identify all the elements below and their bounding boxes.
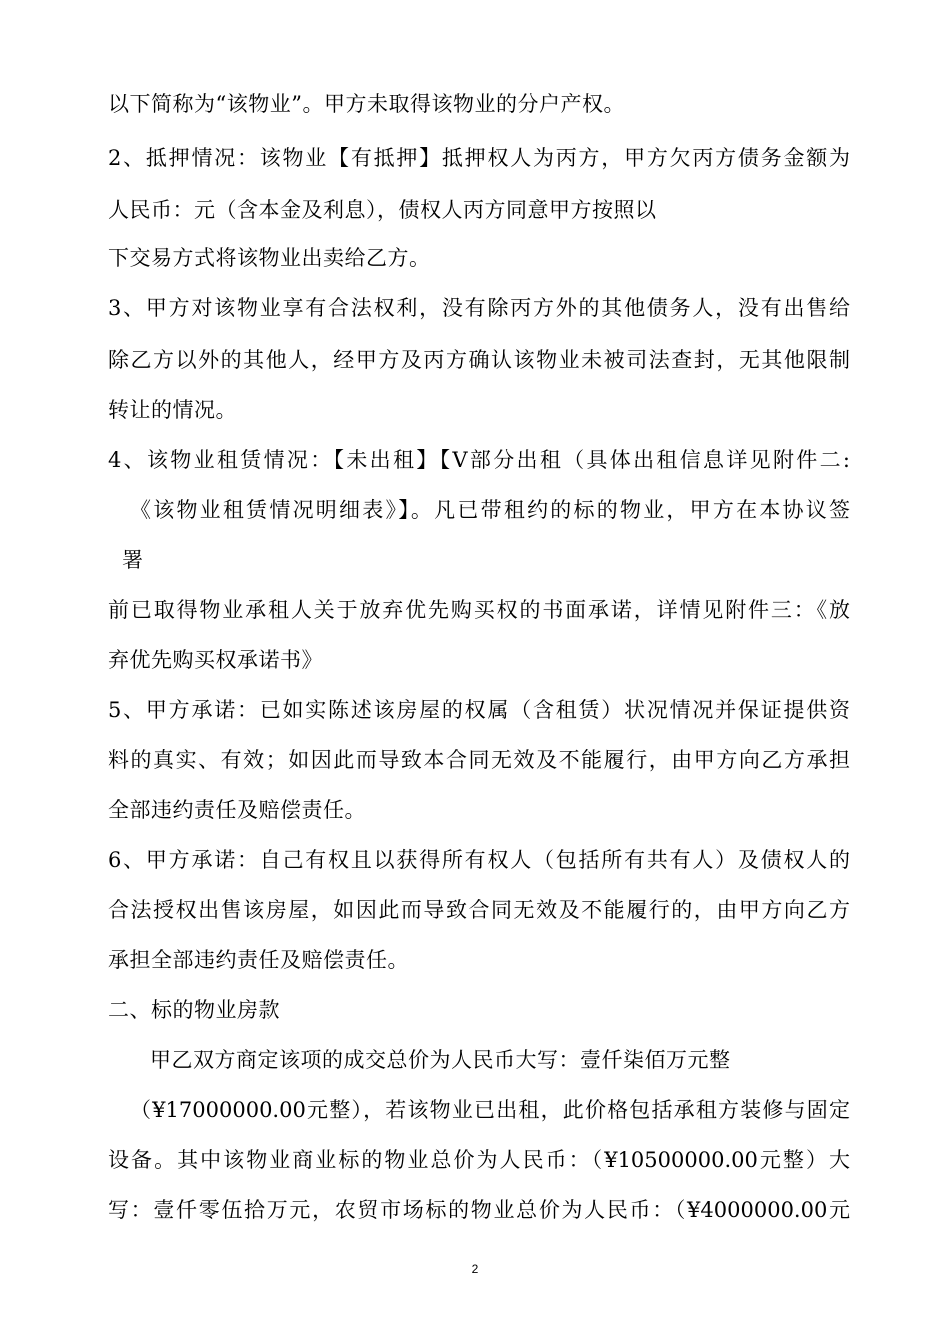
text-line: 设备。其中该物业商业标的物业总价为人民币：（¥10500000.00元整）大: [108, 1148, 850, 1172]
text-line: 合法授权出售该房屋，如因此而导致合同无效及不能履行的，由甲方向乙方: [108, 898, 850, 922]
text-line: 4、该物业租赁情况：【未出租】【V部分出租（具体出租信息详见附件二:: [108, 448, 850, 472]
text-line: 6、甲方承诺：自己有权且以获得所有权人（包括所有共有人）及债权人的: [108, 848, 850, 872]
text-line: 转让的情况。: [108, 398, 237, 422]
text-line: 全部违约责任及赔偿责任。: [108, 798, 366, 822]
text-line: 2、抵押情况：该物业【有抵押】抵押权人为丙方，甲方欠丙方债务金额为: [108, 146, 850, 170]
text-line: 承担全部违约责任及赔偿责任。: [108, 948, 409, 972]
text-line: 写：壹仟零伍拾万元，农贸市场标的物业总价为人民币：（¥4000000.00元: [108, 1198, 850, 1222]
text-line: 弃优先购买权承诺书》: [108, 648, 323, 672]
page-number: 2: [471, 1262, 479, 1276]
text-line: 前已取得物业承租人关于放弃优先购买权的书面承诺，详情见附件三：《放: [108, 598, 850, 622]
text-line: 甲乙双方商定该项的成交总价为人民币大写：壹仟柒佰万元整: [150, 1048, 731, 1072]
text-line: 料的真实、有效；如因此而导致本合同无效及不能履行，由甲方向乙方承担: [108, 748, 850, 772]
section-heading: 二、标的物业房款: [108, 998, 280, 1022]
text-line: 署: [122, 548, 144, 572]
text-line: 《该物业租赁情况明细表》】。凡已带租约的标的物业，甲方在本协议签: [130, 498, 850, 522]
text-line: 以下简称为“该物业”。甲方未取得该物业的分户产权。: [108, 92, 625, 116]
text-line: 下交易方式将该物业出卖给乙方。: [108, 246, 431, 270]
text-line: 5、甲方承诺：已如实陈述该房屋的权属（含租赁）状况情况并保证提供资: [108, 698, 850, 722]
text-line: 除乙方以外的其他人，经甲方及丙方确认该物业未被司法查封，无其他限制: [108, 348, 850, 372]
text-line: （¥17000000.00元整），若该物业已出租，此价格包括承租方装修与固定: [130, 1098, 850, 1122]
text-line: 3、甲方对该物业享有合法权利，没有除丙方外的其他债务人，没有出售给: [108, 296, 850, 320]
text-line: 人民币：元（含本金及利息），债权人丙方同意甲方按照以: [108, 198, 657, 222]
